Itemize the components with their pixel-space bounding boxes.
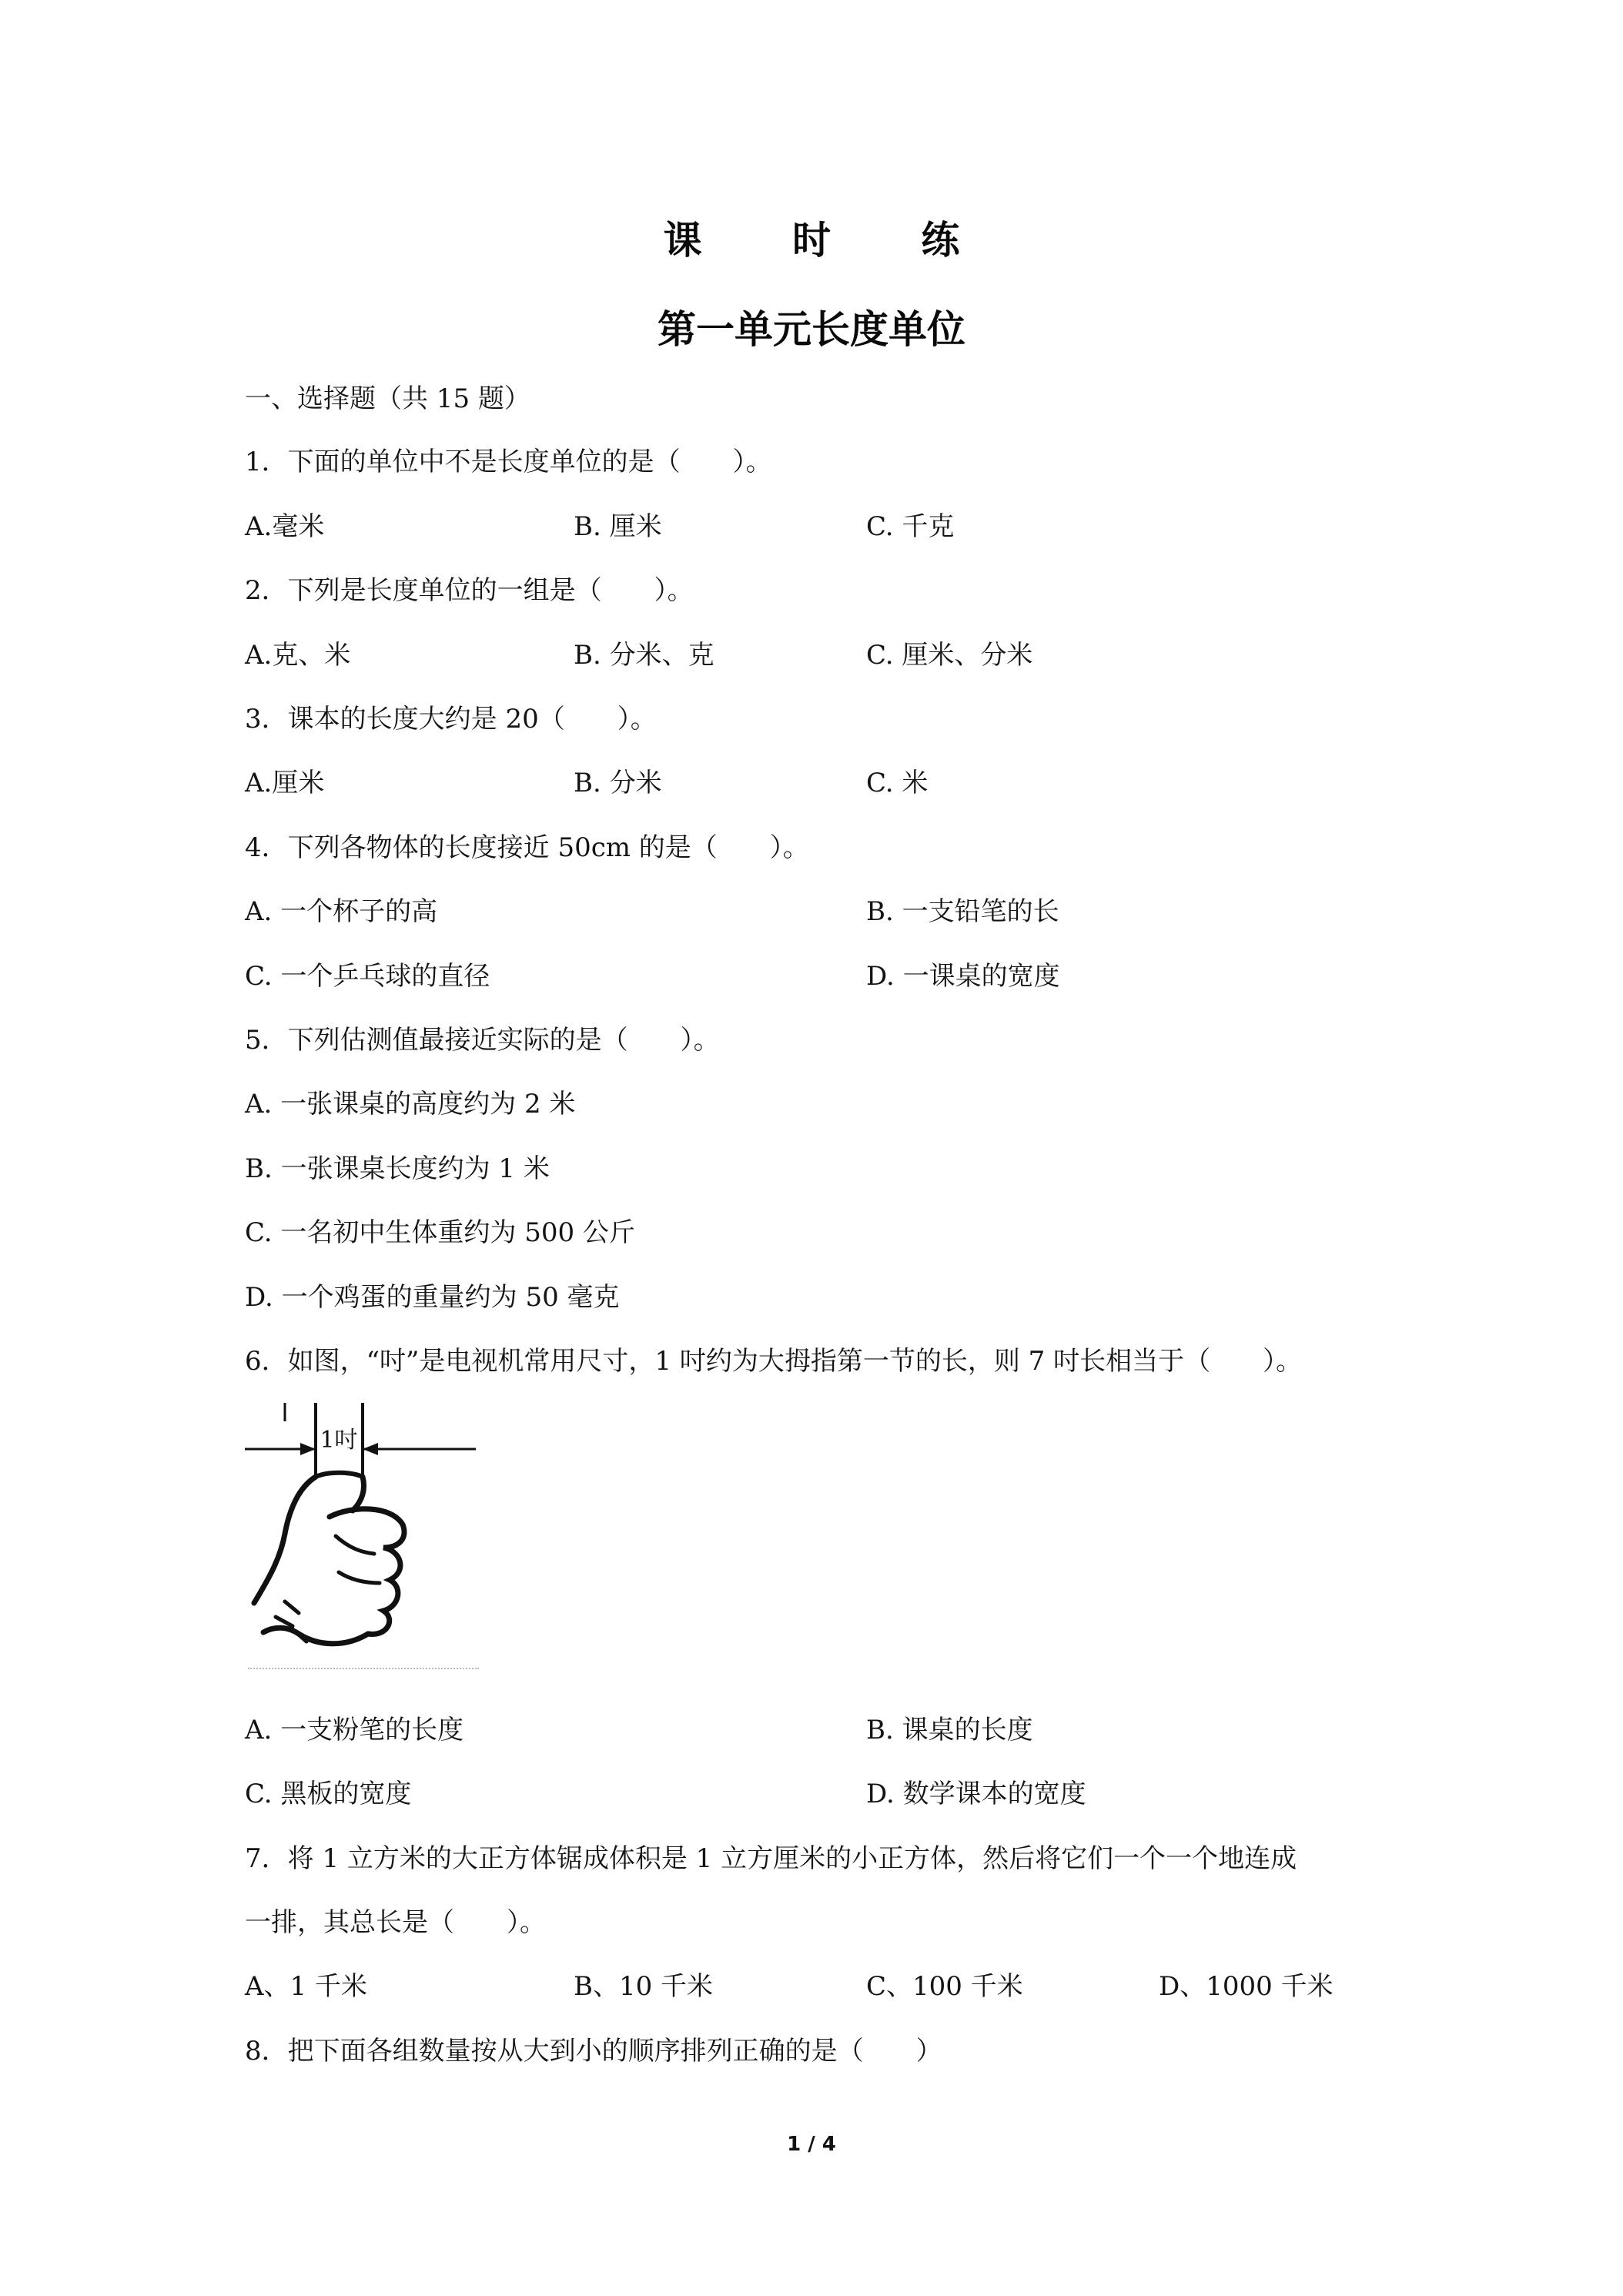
- question-7-option-d: D、1000 千米: [1159, 1971, 1334, 2002]
- question-6-option-a: A. 一支粉笔的长度: [245, 1715, 464, 1745]
- figure-label: 1吋: [320, 1427, 358, 1454]
- figure-dotted-rule: [248, 1668, 479, 1669]
- question-5-stem: 5．下列估测值最接近实际的是（ ）。: [245, 1025, 720, 1056]
- question-7-stem-continued: 一排，其总长是（ ）。: [245, 1907, 546, 1938]
- question-1-stem: 1．下面的单位中不是长度单位的是（ ）。: [245, 447, 772, 477]
- question-3-option-c: C. 米: [866, 768, 929, 798]
- question-3-option-a: A.厘米: [245, 768, 325, 798]
- question-4-option-a: A. 一个杯子的高: [245, 896, 438, 927]
- question-2-option-b: B. 分米、克: [574, 640, 714, 671]
- question-1-option-c: C. 千克: [866, 511, 955, 542]
- question-2-option-a: A.克、米: [245, 640, 351, 671]
- question-5-option-c: C. 一名初中生体重约为 500 公斤: [245, 1217, 635, 1248]
- question-8-stem: 8．把下面各组数量按从大到小的顺序排列正确的是（ ）: [245, 2036, 942, 2067]
- question-5-option-a: A. 一张课桌的高度约为 2 米: [245, 1089, 576, 1120]
- thumb-measure-figure: [245, 1401, 491, 1671]
- question-6-stem: 6．如图，“吋”是电视机常用尺寸，1 吋约为大拇指第一节的长，则 7 吋长相当于（ ）。: [245, 1346, 1303, 1377]
- question-4-option-b: B. 一支铅笔的长: [866, 896, 1059, 927]
- question-5-option-b: B. 一张课桌长度约为 1 米: [245, 1153, 550, 1184]
- question-5-option-d: D. 一个鸡蛋的重量约为 50 毫克: [245, 1282, 620, 1313]
- section-heading: 一、选择题（共 15 题）: [245, 383, 530, 414]
- question-4-stem: 4．下列各物体的长度接近 50cm 的是（ ）。: [245, 832, 809, 863]
- question-7-stem: 7．将 1 立方米的大正方体锯成体积是 1 立方厘米的小正方体，然后将它们一个一个地连成: [245, 1843, 1297, 1874]
- question-7-option-b: B、10 千米: [574, 1971, 714, 2002]
- question-3-stem: 3．课本的长度大约是 20（ ）。: [245, 704, 657, 735]
- question-4-option-d: D. 一课桌的宽度: [866, 961, 1060, 992]
- question-7-option-a: A、1 千米: [245, 1971, 367, 2002]
- question-6-option-c: C. 黑板的宽度: [245, 1779, 412, 1809]
- question-2-stem: 2．下列是长度单位的一组是（ ）。: [245, 575, 694, 606]
- page-number: 1 / 4: [787, 2133, 836, 2156]
- page-subtitle: 第一单元长度单位: [658, 307, 965, 352]
- question-4-option-c: C. 一个乒乓球的直径: [245, 961, 490, 992]
- question-6-option-d: D. 数学课本的宽度: [866, 1779, 1086, 1809]
- page-title: 课 时 练: [663, 218, 999, 263]
- question-1-option-a: A.毫米: [245, 511, 325, 542]
- question-7-option-c: C、100 千米: [866, 1971, 1023, 2002]
- question-6-option-b: B. 课桌的长度: [866, 1715, 1033, 1745]
- question-2-option-c: C. 厘米、分米: [866, 640, 1033, 671]
- question-1-option-b: B. 厘米: [574, 511, 662, 542]
- question-3-option-b: B. 分米: [574, 768, 662, 798]
